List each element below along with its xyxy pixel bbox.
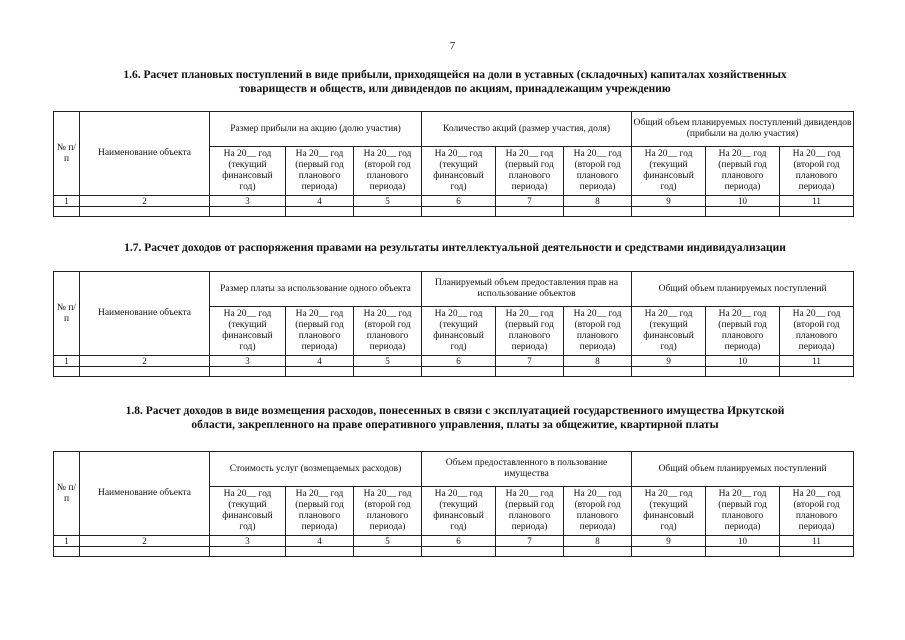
year-header-second: На 20__ год (второй год планового периода) [564,307,632,356]
year-header-first: На 20__ год (первый год планового периода) [706,147,780,196]
column-number: 10 [706,196,780,207]
column-number: 4 [286,196,354,207]
column-number: 7 [496,196,564,207]
column-number-row [54,536,854,547]
column-number: 6 [422,536,496,547]
year-header-first: На 20__ год (первый год планового периода) [706,307,780,356]
section-1-7-title-line1: 1.7. Расчет доходов от распоряжения правами на результаты интеллектуальной деятельности и средствами индивидуализации [124,242,786,254]
year-header-first: На 20__ год (первый год планового периода) [496,487,564,536]
empty-cell[interactable] [496,207,564,217]
year-header-second: На 20__ год (второй год планового периода) [564,147,632,196]
column-number: 6 [422,196,496,207]
year-header-first: На 20__ год (первый год планового периода) [706,487,780,536]
column-number: 3 [210,356,286,367]
year-header-second: На 20__ год (второй год планового периода) [780,147,854,196]
empty-cell[interactable] [80,207,210,217]
col-name-header: Наименование объекта [80,452,210,536]
group-header: Планируемый объем предоставления прав на использование объектов [422,272,632,307]
group-header: Общий объем планируемых поступлений дивидендов (прибыли на долю участия) [632,112,854,147]
empty-cell[interactable] [80,367,210,377]
col-no-header: № п/п [54,112,80,196]
group-header: Размер платы за использование одного объекта [210,272,422,307]
empty-cell[interactable] [286,207,354,217]
year-header-current: На 20__ год (текущий финансовый год) [210,307,286,356]
year-header-current: На 20__ год (текущий финансовый год) [422,307,496,356]
empty-cell[interactable] [286,367,354,377]
empty-cell[interactable] [632,367,706,377]
section-1-6-title-line2: товариществ и обществ, или дивидендов по акциям, принадлежащим учреждению [239,83,671,95]
empty-cell[interactable] [286,547,354,557]
column-number: 9 [632,196,706,207]
column-number: 8 [564,196,632,207]
column-number: 5 [354,536,422,547]
empty-cell[interactable] [354,207,422,217]
column-number: 2 [80,356,210,367]
section-1-7-table-wrap [53,271,853,377]
year-header-first: На 20__ год (первый год планового периода) [496,147,564,196]
group-header: Общий объем планируемых поступлений [632,452,854,487]
year-header-second: На 20__ год (второй год планового периода) [780,307,854,356]
empty-cell[interactable] [80,547,210,557]
empty-row [54,547,854,557]
section-1-8-table-wrap [53,451,853,557]
col-no-header: № п/п [54,272,80,356]
empty-cell[interactable] [496,367,564,377]
year-header-second: На 20__ год (второй год планового периода) [354,147,422,196]
column-number: 5 [354,356,422,367]
year-header-second: На 20__ год (второй год планового периода) [564,487,632,536]
empty-cell[interactable] [54,367,80,377]
year-header-first: На 20__ год (первый год планового периода) [496,307,564,356]
empty-cell[interactable] [706,547,780,557]
section-1-8-table [53,451,854,557]
column-number: 8 [564,356,632,367]
section-1-6-table-wrap [53,111,853,217]
column-number: 5 [354,196,422,207]
column-number-row [54,356,854,367]
section-1-6-title-line1: 1.6. Расчет плановых поступлений в виде прибыли, приходящейся на доли в уставных (складочных) капиталах хозяйственных [123,69,787,81]
empty-cell[interactable] [706,207,780,217]
column-number: 1 [54,196,80,207]
year-header-second: На 20__ год (второй год планового периода) [354,307,422,356]
group-header: Общий объем планируемых поступлений [632,272,854,307]
year-header-current: На 20__ год (текущий финансовый год) [422,487,496,536]
year-header-current: На 20__ год (текущий финансовый год) [632,147,706,196]
group-header: Количество акций (размер участия, доля) [422,112,632,147]
group-header: Стоимость услуг (возмещаемых расходов) [210,452,422,487]
section-1-6-table [53,111,854,217]
empty-cell[interactable] [632,547,706,557]
group-header: Размер прибыли на акцию (долю участия) [210,112,422,147]
column-number: 11 [780,196,854,207]
col-name-header: Наименование объекта [80,112,210,196]
column-number: 2 [80,196,210,207]
year-header-current: На 20__ год (текущий финансовый год) [210,487,286,536]
year-header-current: На 20__ год (текущий финансовый год) [210,147,286,196]
column-number: 10 [706,536,780,547]
col-no-header: № п/п [54,452,80,536]
empty-cell[interactable] [564,547,632,557]
empty-cell[interactable] [780,367,854,377]
column-number: 9 [632,356,706,367]
year-header-current: На 20__ год (текущий финансовый год) [632,307,706,356]
empty-cell[interactable] [780,207,854,217]
column-number: 3 [210,196,286,207]
year-header-current: На 20__ год (текущий финансовый год) [632,487,706,536]
column-number: 9 [632,536,706,547]
col-name-header: Наименование объекта [80,272,210,356]
column-number: 7 [496,356,564,367]
year-header-second: На 20__ год (второй год планового периода) [780,487,854,536]
empty-row [54,207,854,217]
empty-cell[interactable] [54,207,80,217]
empty-cell[interactable] [210,207,286,217]
empty-cell[interactable] [354,367,422,377]
column-number-row [54,196,854,207]
year-header-current: На 20__ год (текущий финансовый год) [422,147,496,196]
column-number: 1 [54,356,80,367]
section-1-8-title [60,404,850,432]
section-1-7-table [53,271,854,377]
empty-cell[interactable] [780,547,854,557]
empty-cell[interactable] [564,207,632,217]
empty-cell[interactable] [354,547,422,557]
section-1-6-title [60,68,850,96]
empty-cell[interactable] [496,547,564,557]
year-header-first: На 20__ год (первый год планового периода) [286,487,354,536]
year-header-second: На 20__ год (второй год планового периода) [354,487,422,536]
empty-cell[interactable] [54,547,80,557]
column-number: 10 [706,356,780,367]
empty-cell[interactable] [210,547,286,557]
column-number: 11 [780,356,854,367]
empty-cell[interactable] [422,547,496,557]
year-header-first: На 20__ год (первый год планового периода) [286,147,354,196]
section-1-7-title [60,241,850,255]
empty-cell[interactable] [564,367,632,377]
section-1-8-title-line2: области, закрепленного на праве оперативного управления, платы за общежитие, квартирной платы [191,419,719,431]
column-number: 3 [210,536,286,547]
column-number: 4 [286,536,354,547]
group-header: Объем предоставленного в пользование имущества [422,452,632,487]
empty-cell[interactable] [706,367,780,377]
column-number: 8 [564,536,632,547]
column-number: 7 [496,536,564,547]
empty-cell[interactable] [422,207,496,217]
column-number: 4 [286,356,354,367]
column-number: 11 [780,536,854,547]
empty-cell[interactable] [210,367,286,377]
column-number: 2 [80,536,210,547]
empty-cell[interactable] [632,207,706,217]
column-number: 1 [54,536,80,547]
year-header-first: На 20__ год (первый год планового периода) [286,307,354,356]
section-1-8-title-line1: 1.8. Расчет доходов в виде возмещения расходов, понесенных в связи с эксплуатацией государственного имущества Иркутской [125,405,785,417]
column-number: 6 [422,356,496,367]
empty-row [54,367,854,377]
page-number: 7 [449,40,456,52]
empty-cell[interactable] [422,367,496,377]
